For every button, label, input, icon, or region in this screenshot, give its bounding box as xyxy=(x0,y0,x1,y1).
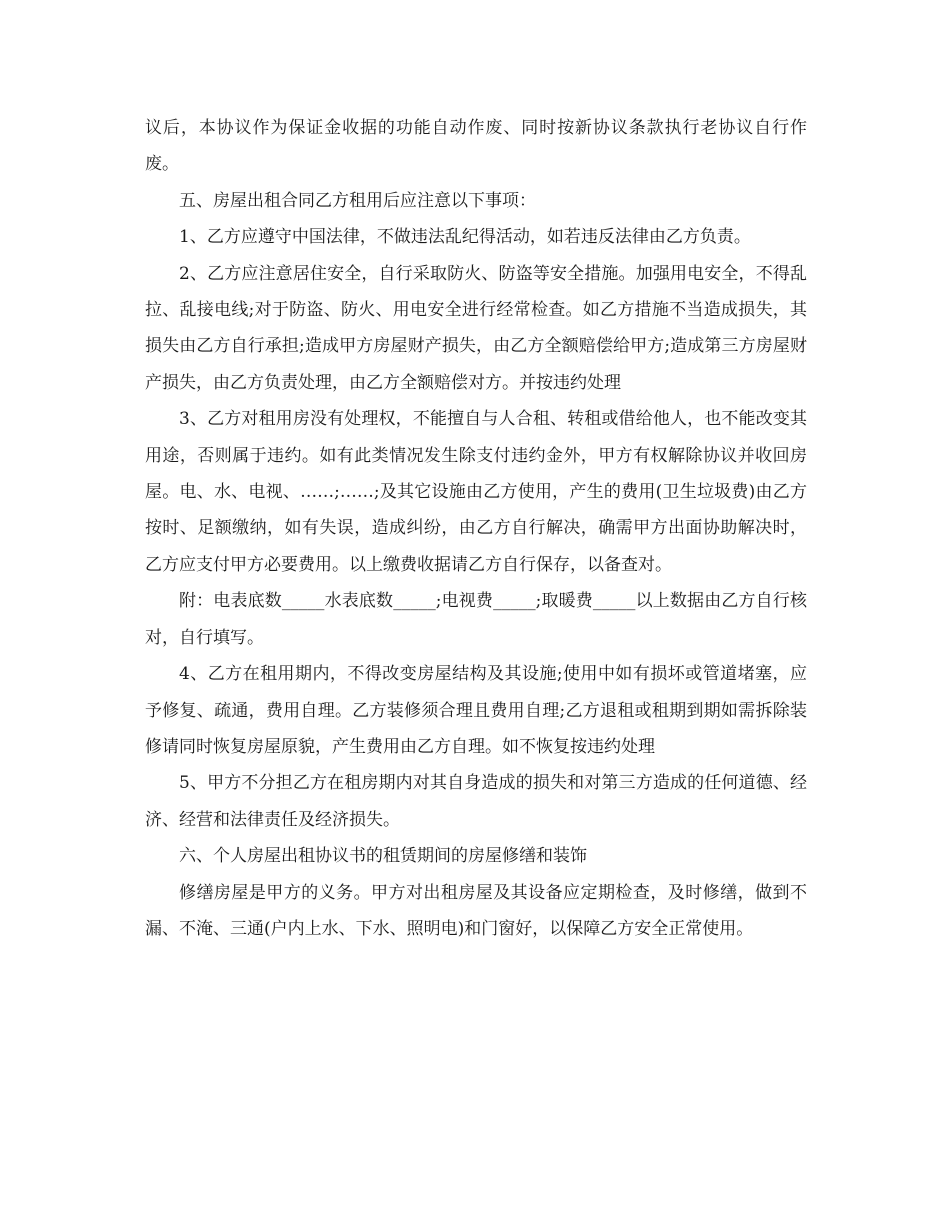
paragraph-repair-obligation: 修缮房屋是甲方的义务。甲方对出租房屋及其设备应定期检查，及时修缮，做到不漏、不淹、三通(户内上水、下水、照明电)和门窗好，以保障乙方安全正常使用。 xyxy=(145,882,807,939)
clause-item-3: 3、乙方对租用房没有处理权，不能擅自与人合租、转租或借给他人，也不能改变其用途，否则属于违约。如有此类情况发生除支付违约金外，甲方有权解除协议并收回房屋。电、水、电视、……;……;及其它设施由乙方使用，产生的费用(卫生垃圾费)由乙方按时、足额缴纳，如有失误，造成纠纷，由乙方自行解决，确需甲方出面协助解决时，乙方应支付甲方必要费用。以上缴费收据请乙方自行保存，以备查对。 xyxy=(145,409,807,575)
document-body xyxy=(145,110,807,947)
section-heading-5: 五、房屋出租合同乙方租用后应注意以下事项： xyxy=(179,190,536,211)
clause-item-2: 2、乙方应注意居住安全，自行采取防火、防盗等安全措施。加强用电安全，不得乱拉、乱接电线;对于防盗、防火、用电安全进行经常检查。如乙方措施不当造成损失，其损失由乙方自行承担;造成甲方房屋财产损失，由乙方全额赔偿给甲方;造成第三方房屋财产损失，由乙方负责处理，由乙方全额赔偿对方。并按违约处理 xyxy=(145,263,807,393)
section-heading-6: 六、个人房屋出租协议书的租赁期间的房屋修缮和装饰 xyxy=(179,846,587,867)
clause-item-1: 1、乙方应遵守中国法律，不做违法乱纪得活动，如若违反法律由乙方负责。 xyxy=(179,227,751,248)
attachment-meter-readings: 附：电表底数_____水表底数_____;电视费_____;取暖费_____以上数据由乙方自行核对，自行填写。 xyxy=(145,591,807,648)
paragraph-continuation: 议后，本协议作为保证金收据的功能自动作废、同时按新协议条款执行老协议自行作废。 xyxy=(145,118,807,175)
clause-item-4: 4、乙方在租用期内，不得改变房屋结构及其设施;使用中如有损坏或管道堵塞，应予修复、疏通，费用自理。乙方装修须合理且费用自理;乙方退租或租期到期如需拆除装修请同时恢复房屋原貌，产生费用由乙方自理。如不恢复按违约处理 xyxy=(145,664,807,757)
clause-item-5: 5、甲方不分担乙方在租房期内对其自身造成的损失和对第三方造成的任何道德、经济、经营和法律责任及经济损失。 xyxy=(145,773,807,830)
